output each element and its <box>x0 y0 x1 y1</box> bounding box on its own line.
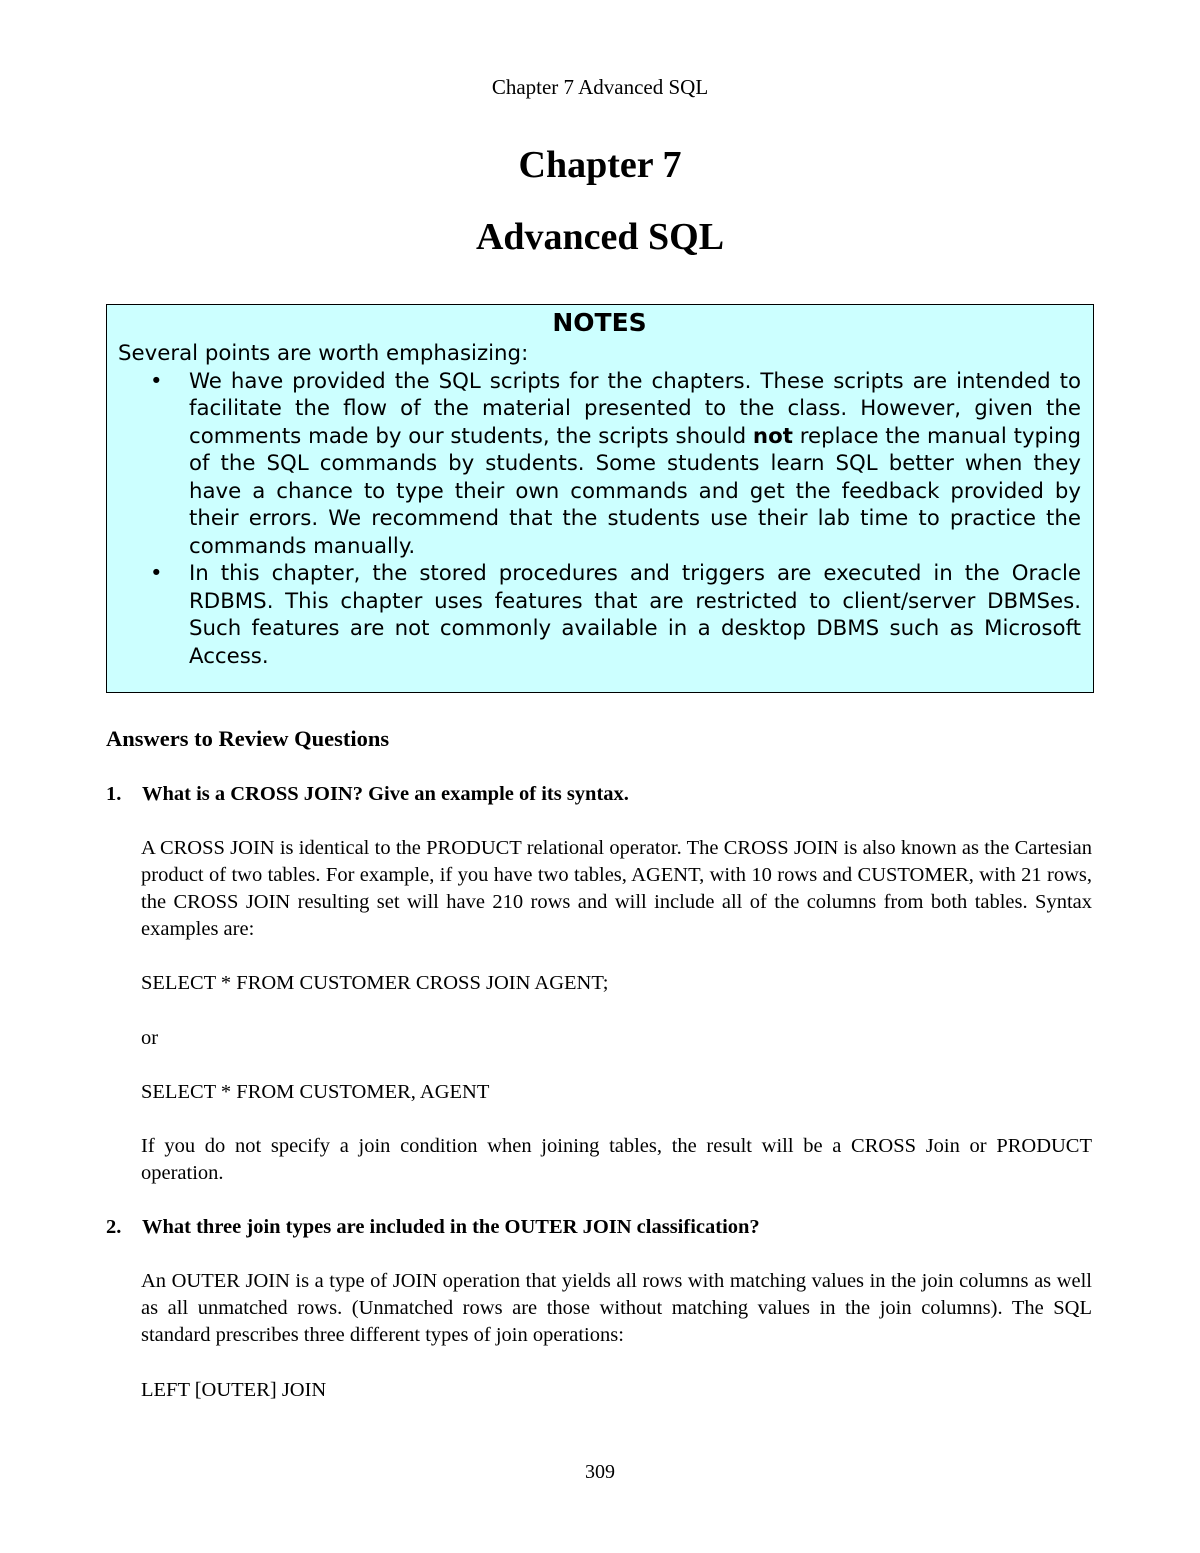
notes-item-oracle <box>118 560 1081 670</box>
question-1 <box>106 781 1094 808</box>
or-text: or <box>141 1027 159 1049</box>
notes-item-scripts <box>118 368 1081 561</box>
bullet-icon: • <box>150 368 163 394</box>
answer-1-paragraph: A CROSS JOIN is identical to the PRODUCT relational operator. The CROSS JOIN is also known as the Cartesian product of two tables. For example, if you have two tables, AGENT, with 10 rows and CUSTOMER, with 21 rows, the CROSS JOIN resulting set will have 210 rows and will include all of the columns from both tables. Syntax examples are: <box>141 837 1092 940</box>
chapter-title: Chapter 7 <box>518 144 682 186</box>
notes-item-text: In this chapter, the stored procedures and triggers are executed in the Oracle RDBMS. This chapter uses features that are restricted to client/server DBMSes. Such features are not commonly available in a desktop DBMS such as Microsoft Access. <box>189 561 1081 669</box>
notes-heading: NOTES <box>552 308 647 337</box>
notes-box <box>106 304 1094 693</box>
page-number: 309 <box>585 1461 615 1483</box>
bullet-icon: • <box>150 561 163 586</box>
notes-item-text: We have provided the SQL scripts for the chapters. These scripts are intended to facilitate the flow of the material presented to the class. However, given the comments made by our students, the scripts should <box>189 368 1081 449</box>
running-header: Chapter 7 Advanced SQL <box>491 75 709 99</box>
section-heading: Answers to Review Questions <box>106 726 390 751</box>
sql-example: SELECT * FROM CUSTOMER, AGENT <box>141 1081 490 1103</box>
question-number: 2. <box>106 1216 122 1238</box>
sql-example: SELECT * FROM CUSTOMER CROSS JOIN AGENT; <box>141 972 609 994</box>
question-2 <box>106 1214 1094 1241</box>
chapter-subtitle: Advanced SQL <box>475 216 725 258</box>
notes-item-emphasis: not <box>752 423 793 449</box>
notes-list <box>118 368 1081 671</box>
answer-1-note: If you do not specify a join condition when joining tables, the result will be a CROSS Join or PRODUCT operation. <box>141 1135 1092 1184</box>
sql-join-type: LEFT [OUTER] JOIN <box>141 1379 327 1401</box>
question-number: 1. <box>106 783 122 805</box>
answer-2-paragraph: An OUTER JOIN is a type of JOIN operation that yields all rows with matching values in the join columns as well as all unmatched rows. (Unmatched rows are those without matching values in the join columns). The SQL standard prescribes three different types of join operations: <box>141 1270 1092 1346</box>
question-text: What three join types are included in the OUTER JOIN classification? <box>142 1216 760 1238</box>
notes-item-text: replace the manual typing of the SQL commands by students. Some students learn SQL better when they have a chance to type their own commands and get the feedback provided by their errors. We recommend that the students use their lab time to practice the commands manually. <box>189 423 1082 559</box>
notes-intro: Several points are worth emphasizing: <box>118 341 529 366</box>
question-text: What is a CROSS JOIN? Give an example of its syntax. <box>142 783 629 805</box>
